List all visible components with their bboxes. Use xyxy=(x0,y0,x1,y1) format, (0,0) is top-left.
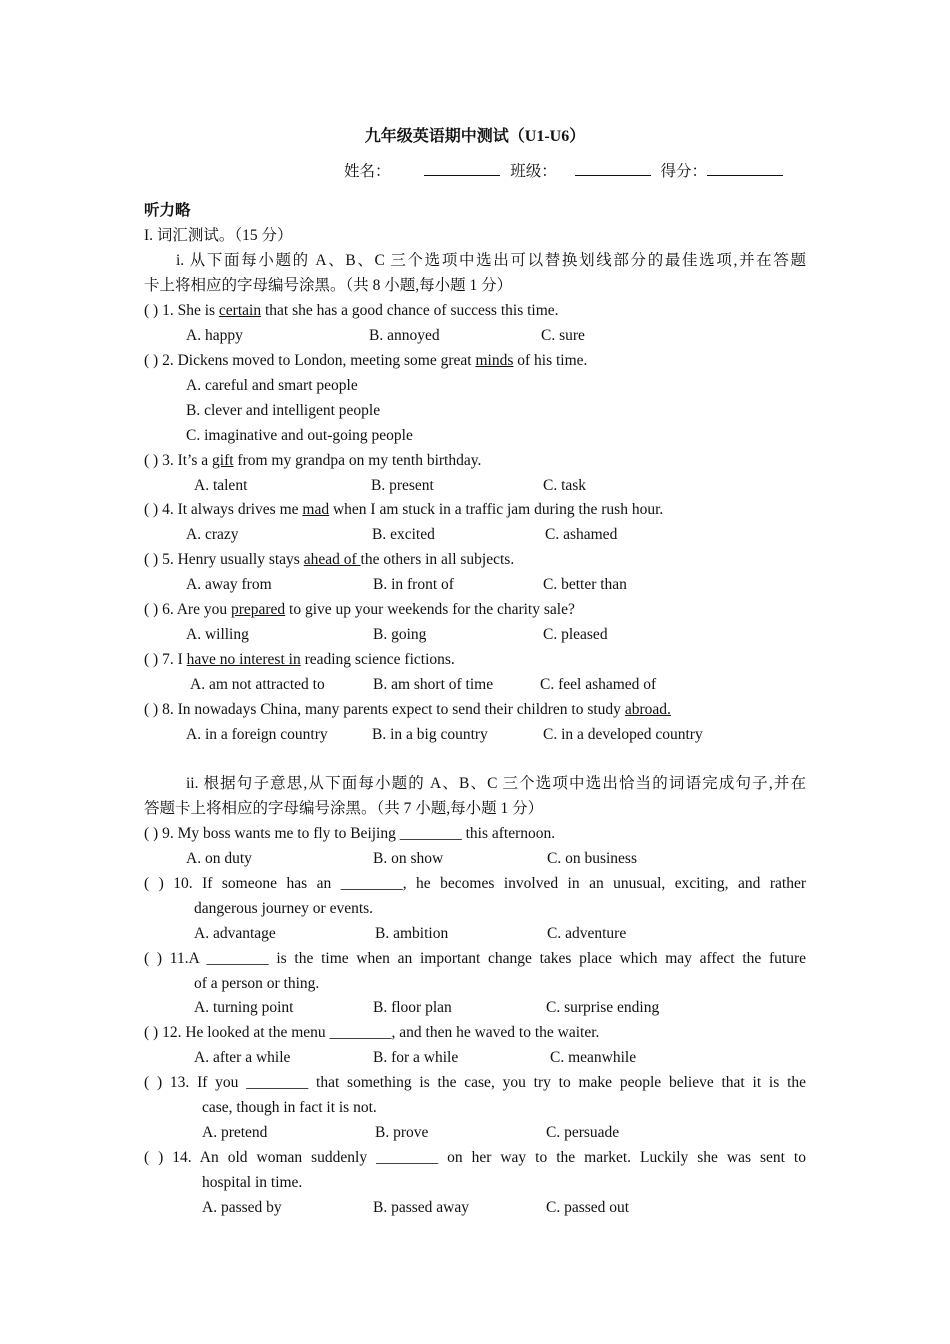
question-13-continued: case, though in fact it is not. xyxy=(202,1099,377,1116)
name-label: 姓名： xyxy=(344,163,391,180)
question-9: ( ) 9. My boss wants me to fly to Beijing ________ this afternoon. xyxy=(144,825,556,842)
option-c[interactable]: C. pleased xyxy=(543,626,608,643)
option-c[interactable]: C. better than xyxy=(543,576,627,593)
student-info-line xyxy=(344,161,783,182)
option-c[interactable]: C. feel ashamed of xyxy=(540,676,657,693)
option-c[interactable]: C. ashamed xyxy=(545,526,618,543)
option-b[interactable]: B. for a while xyxy=(373,1049,459,1066)
listening-note: 听力略 xyxy=(144,202,191,219)
option-b[interactable]: B. excited xyxy=(372,526,435,543)
option-c[interactable]: C. imaginative and out-going people xyxy=(186,427,413,444)
question-11-continued: of a person or thing. xyxy=(194,975,320,992)
option-a[interactable]: A. careful and smart people xyxy=(186,377,358,394)
option-a[interactable]: A. am not attracted to xyxy=(190,676,325,693)
question-4: ( ) 4. It always drives me mad when I am stuck in a traffic jam during the rush hour. xyxy=(144,501,664,518)
score-blank[interactable] xyxy=(707,161,783,176)
page-title: 九年级英语期中测试（U1-U6） xyxy=(364,128,586,145)
option-c[interactable]: C. persuade xyxy=(546,1124,620,1141)
option-b[interactable]: B. floor plan xyxy=(373,999,452,1016)
underlined-word: minds xyxy=(475,352,514,369)
option-b[interactable]: B. annoyed xyxy=(369,327,440,344)
question-14: ( ) 14. An old woman suddenly ________ on her way to the market. Luckily she was sent to xyxy=(144,1149,806,1166)
option-b[interactable]: B. on show xyxy=(373,850,444,867)
underlined-word: abroad. xyxy=(624,701,671,718)
option-b[interactable]: B. ambition xyxy=(375,925,449,942)
option-a[interactable]: A. in a foreign country xyxy=(186,726,328,743)
option-a[interactable]: A. crazy xyxy=(186,526,239,543)
underlined-word: mad xyxy=(302,501,330,518)
option-b[interactable]: B. going xyxy=(373,626,427,643)
question-11: ( ) 11.A ________ is the time when an important change takes place which may affect the future xyxy=(144,950,806,967)
question-8: ( ) 8. In nowadays China, many parents expect to send their children to study abroad. xyxy=(144,701,671,718)
option-a[interactable]: A. turning point xyxy=(194,999,294,1016)
option-c[interactable]: C. sure xyxy=(541,327,585,344)
underlined-word: gift xyxy=(212,452,234,469)
option-a[interactable]: A. happy xyxy=(186,327,243,344)
question-7: ( ) 7. I have no interest in reading science fictions. xyxy=(144,651,455,668)
underlined-word: ahead of xyxy=(303,551,361,568)
option-b[interactable]: B. in a big country xyxy=(372,726,488,743)
question-10-continued: dangerous journey or events. xyxy=(194,900,374,917)
option-b[interactable]: B. present xyxy=(371,477,434,494)
option-c[interactable]: C. on business xyxy=(547,850,637,867)
option-b[interactable]: B. am short of time xyxy=(373,676,494,693)
option-b[interactable]: B. in front of xyxy=(373,576,454,593)
underlined-word: have no interest in xyxy=(186,651,301,668)
option-a[interactable]: A. advantage xyxy=(194,925,276,942)
option-a[interactable]: A. away from xyxy=(186,576,272,593)
option-a[interactable]: A. on duty xyxy=(186,850,252,867)
score-label: 得分： xyxy=(660,163,708,180)
part2-instructions-line1: ii. 根据句子意思,从下面每小题的 A、B、C 三个选项中选出恰当的词语完成句子,并在 xyxy=(186,775,806,792)
class-label: 班级： xyxy=(510,163,557,180)
option-a[interactable]: A. pretend xyxy=(202,1124,268,1141)
question-13: ( ) 13. If you ________ that something is the case, you try to make people believe that it is the xyxy=(144,1074,806,1091)
option-b[interactable]: B. clever and intelligent people xyxy=(186,402,381,419)
question-14-continued: hospital in time. xyxy=(202,1174,303,1191)
part1-instructions-line2: 卡上将相应的字母编号涂黑。（共 8 小题,每小题 1 分） xyxy=(144,277,513,294)
part2-instructions-line2: 答题卡上将相应的字母编号涂黑。（共 7 小题,每小题 1 分） xyxy=(144,800,544,817)
question-12: ( ) 12. He looked at the menu ________, and then he waved to the waiter. xyxy=(144,1024,600,1041)
question-3: ( ) 3. It’s a gift from my grandpa on my tenth birthday. xyxy=(144,452,482,469)
question-6: ( ) 6. Are you prepared to give up your weekends for the charity sale? xyxy=(144,601,575,618)
class-blank[interactable] xyxy=(575,161,651,176)
option-c[interactable]: C. adventure xyxy=(547,925,627,942)
option-a[interactable]: A. willing xyxy=(186,626,249,643)
option-a[interactable]: A. after a while xyxy=(194,1049,291,1066)
question-5: ( ) 5. Henry usually stays ahead of the others in all subjects. xyxy=(144,551,515,568)
underlined-word: certain xyxy=(218,302,262,319)
option-b[interactable]: B. passed away xyxy=(373,1199,469,1216)
option-b[interactable]: B. prove xyxy=(375,1124,429,1141)
option-a[interactable]: A. talent xyxy=(194,477,248,494)
question-10: ( ) 10. If someone has an ________, he becomes involved in an unusual, exciting, and rather xyxy=(144,875,806,892)
question-1: ( ) 1. She is certain that she has a good chance of success this time. xyxy=(144,302,559,319)
option-a[interactable]: A. passed by xyxy=(202,1199,282,1216)
option-c[interactable]: C. in a developed country xyxy=(543,726,703,743)
option-c[interactable]: C. surprise ending xyxy=(546,999,660,1016)
option-c[interactable]: C. meanwhile xyxy=(550,1049,637,1066)
part1-instructions-line1: i. 从下面每小题的 A、B、C 三个选项中选出可以替换划线部分的最佳选项,并在答题 xyxy=(176,252,806,269)
question-2: ( ) 2. Dickens moved to London, meeting some great minds of his time. xyxy=(144,352,588,369)
underlined-word: prepared xyxy=(230,601,286,618)
section-heading: I. 词汇测试。（15 分） xyxy=(144,227,293,244)
option-c[interactable]: C. task xyxy=(543,477,587,494)
option-c[interactable]: C. passed out xyxy=(546,1199,630,1216)
name-blank[interactable] xyxy=(424,161,500,176)
